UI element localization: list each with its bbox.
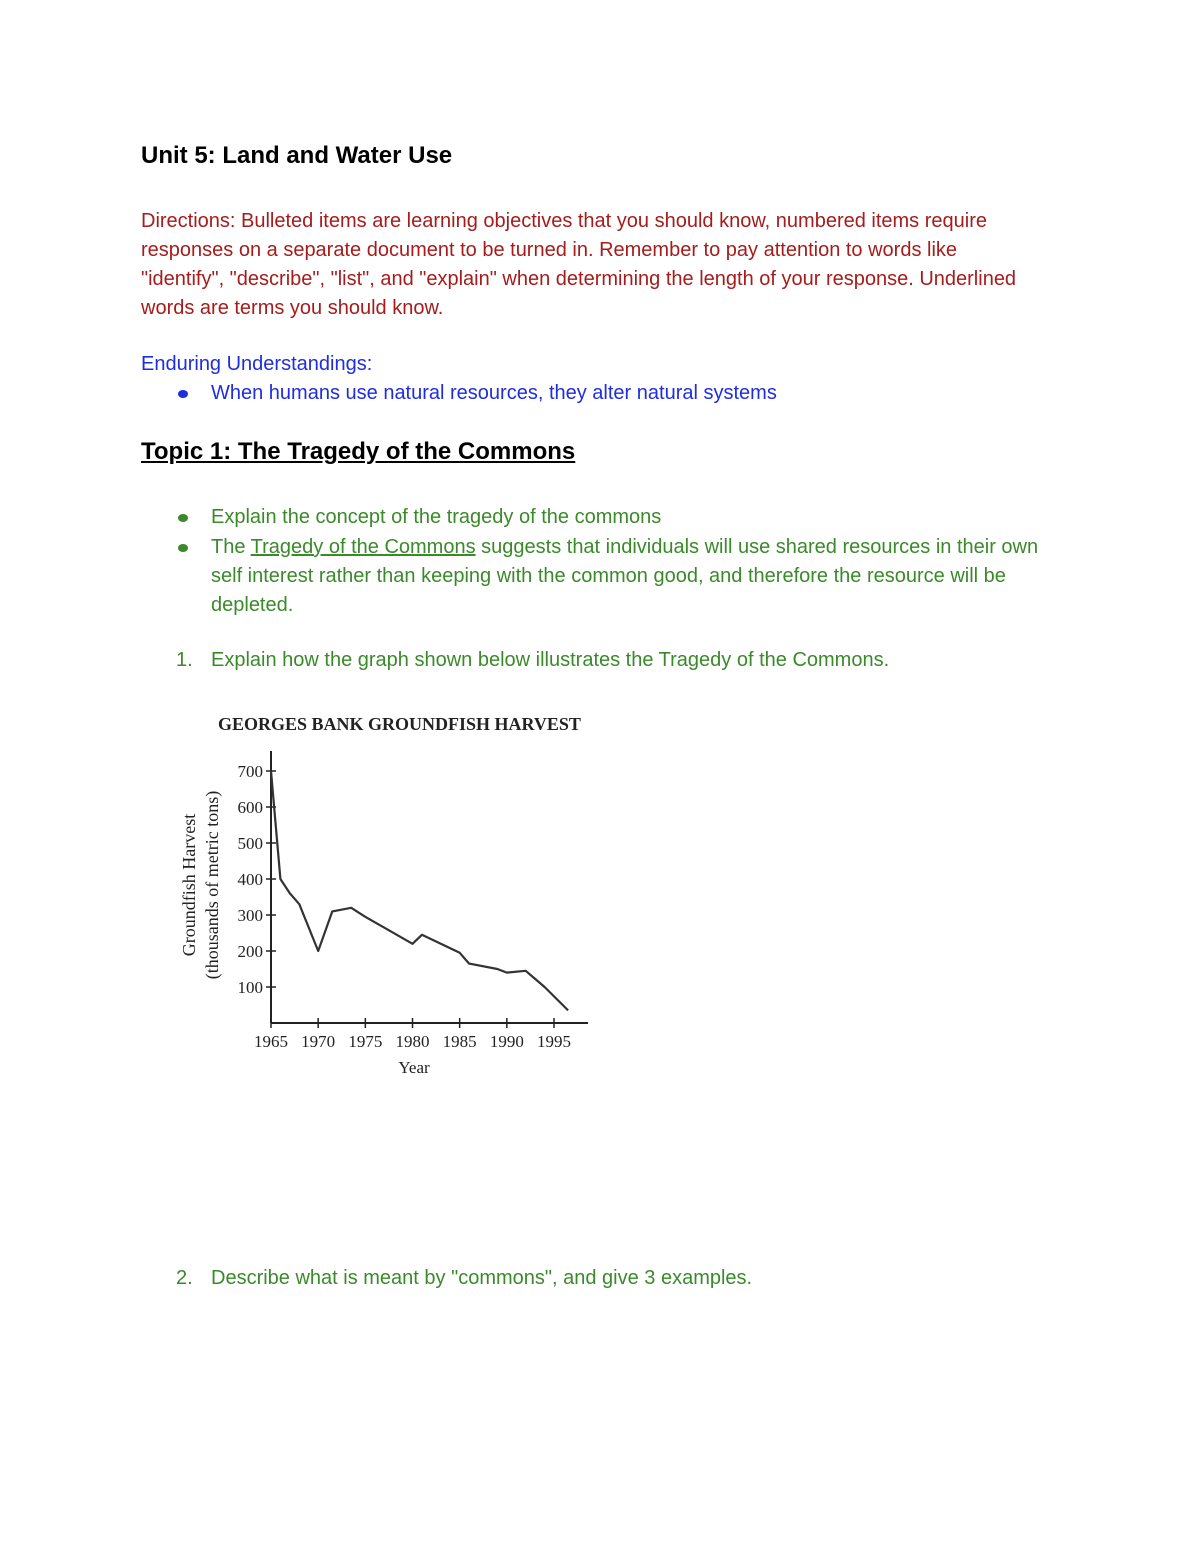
enduring-understandings-list: [141, 379, 1071, 408]
chart-x-tick-label: 1990: [489, 1032, 524, 1051]
list-item-text: When humans use natural resources, they alter natural systems: [211, 382, 777, 404]
list-item-text-suffix: suggests that individuals will use shared resources in their own self interest rather than keeping with the common good, and therefore the resource will be depleted.: [211, 536, 1039, 616]
chart-y-axis-label: Groundfish Harvest: [179, 813, 199, 957]
question-number: 2.: [176, 1267, 193, 1289]
bullet-icon: [178, 390, 188, 398]
chart-y-tick-label: 100: [237, 978, 263, 997]
topic-title: Topic 1: The Tragedy of the Commons: [141, 438, 576, 465]
chart-y-tick-label: 400: [237, 870, 263, 889]
chart-x-tick-label: 1980: [395, 1032, 430, 1051]
bullet-icon: [178, 544, 188, 552]
chart-x-tick-label: 1975: [348, 1032, 383, 1051]
list-item-text: Explain the concept of the tragedy of the commons: [211, 506, 662, 528]
question-text: Describe what is meant by "commons", and give 3 examples.: [211, 1267, 753, 1289]
chart-y-tick-label: 500: [237, 834, 263, 853]
chart-x-tick-label: 1970: [301, 1032, 336, 1051]
question-number: 1.: [176, 649, 193, 671]
chart-x-tick-label: 1965: [254, 1032, 288, 1051]
question-text: Explain how the graph shown below illustrates the Tragedy of the Commons.: [211, 649, 890, 671]
groundfish-harvest-chart: [170, 705, 600, 1085]
bullet-icon: [178, 514, 188, 522]
enduring-understandings-label: Enduring Understandings:: [141, 353, 373, 375]
directions-text: Directions: Bulleted items are learning objectives that you should know, numbered items require responses on a separate document to be turned in. Remember to pay attention to words like "identify", "describe", "list", and "explain" when determining the length of your response. Underlined words are terms you should know.: [141, 210, 1017, 319]
list-item: [141, 533, 1071, 620]
document-title: Unit 5: Land and Water Use: [141, 142, 453, 169]
chart-y-axis-unit-label: (thousands of metric tons): [202, 790, 222, 980]
chart-title: GEORGES BANK GROUNDFISH HARVEST: [218, 714, 581, 734]
chart-y-tick-label: 200: [237, 942, 263, 961]
list-item: [141, 379, 1071, 408]
chart-y-tick-label: 700: [237, 762, 263, 781]
chart-series-line: [271, 771, 568, 1010]
topic-objectives-list: [141, 503, 1071, 620]
chart-y-tick-label: 300: [237, 906, 263, 925]
chart-x-axis-label: Year: [398, 1058, 430, 1077]
chart-y-tick-label: 600: [237, 798, 263, 817]
key-term: Tragedy of the Commons: [250, 536, 476, 558]
chart-x-tick-label: 1985: [442, 1032, 477, 1051]
list-item: [141, 503, 1071, 532]
list-item-text-prefix: The: [211, 536, 251, 558]
chart-x-tick-label: 1995: [537, 1032, 571, 1051]
